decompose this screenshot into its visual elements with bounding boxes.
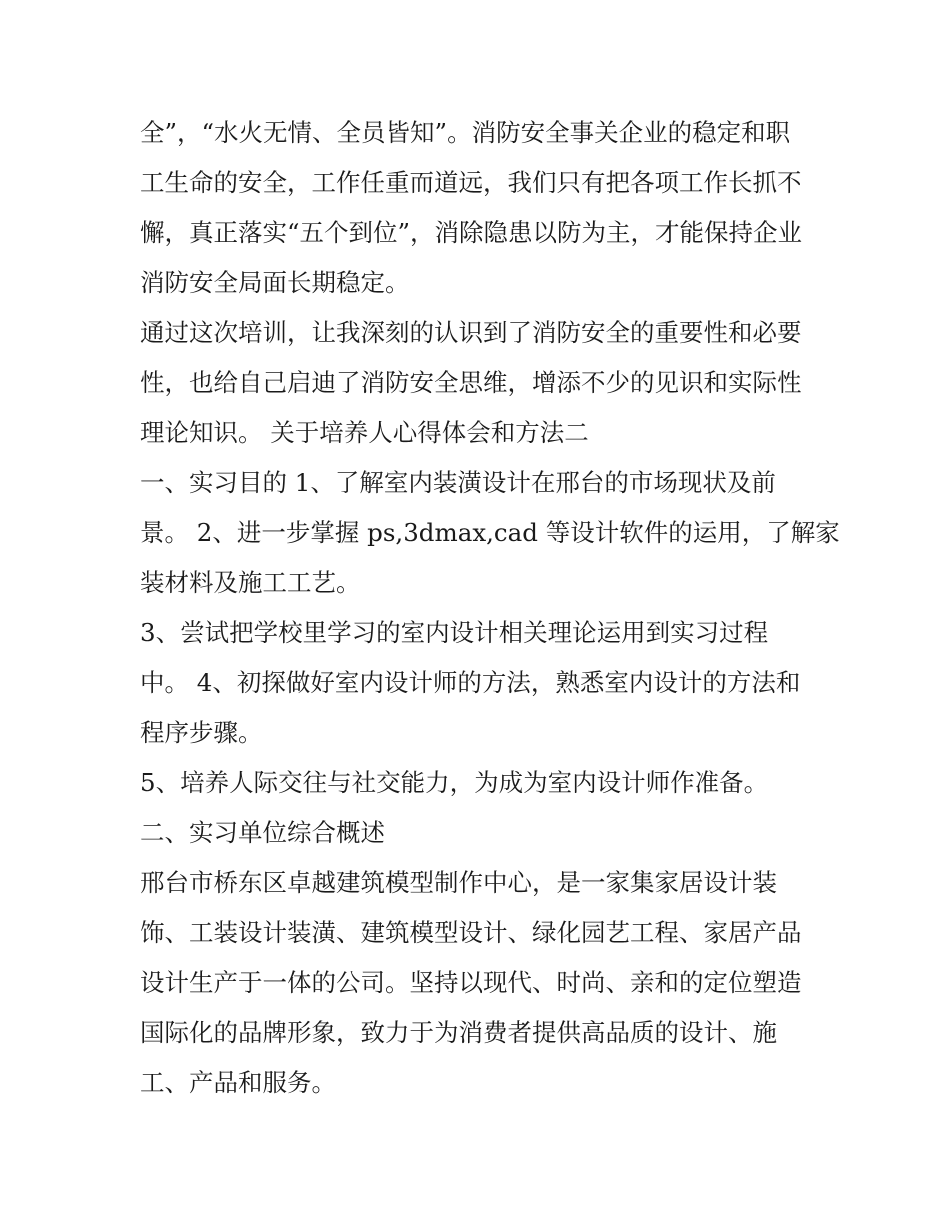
text-line: 一、实习目的 1、了解室内装潢设计在邢台的市场现状及前 bbox=[140, 468, 776, 497]
text-line: 装材料及施工工艺。 bbox=[140, 568, 361, 597]
text-line: 设计生产于一体的公司。坚持以现代、时尚、亲和的定位塑造 bbox=[140, 968, 802, 997]
text-line: 5、培养人际交往与社交能力，为成为室内设计师作准备。 bbox=[140, 768, 769, 797]
document-body bbox=[140, 108, 840, 1108]
text-line: 饰、工装设计装潢、建筑模型设计、绿化园艺工程、家居产品 bbox=[140, 918, 802, 947]
text-line: 通过这次培训，让我深刻的认识到了消防安全的重要性和必要 bbox=[140, 318, 802, 347]
text-line: 国际化的品牌形象，致力于为消费者提供高品质的设计、施 bbox=[140, 1018, 777, 1047]
text-line: 景。 2、进一步掌握 ps,3dmax,cad 等设计软件的运用，了解家 bbox=[140, 518, 840, 547]
text-line: 工、产品和服务。 bbox=[140, 1068, 336, 1097]
text-line: 程序步骤。 bbox=[140, 718, 263, 747]
text-line: 二、实习单位综合概述 bbox=[140, 818, 385, 847]
text-line: 中。 4、初探做好室内设计师的方法，熟悉室内设计的方法和 bbox=[140, 668, 801, 697]
text-line: 懈，真正落实“五个到位”，消除隐患以防为主，才能保持企业 bbox=[140, 218, 803, 247]
text-line: 邢台市桥东区卓越建筑模型制作中心，是一家集家居设计装 bbox=[140, 868, 777, 897]
text-line: 性，也给自己启迪了消防安全思维，增添不少的见识和实际性 bbox=[140, 368, 802, 397]
text-line: 全”，“水火无情、全员皆知”。消防安全事关企业的稳定和职 bbox=[140, 118, 791, 147]
text-line: 理论知识。 关于培养人心得体会和方法二 bbox=[140, 418, 589, 447]
text-line: 工生命的安全，工作任重而道远，我们只有把各项工作长抓不 bbox=[140, 168, 802, 197]
text-line: 3、尝试把学校里学习的室内设计相关理论运用到实习过程 bbox=[140, 618, 769, 647]
text-line: 消防安全局面长期稳定。 bbox=[140, 268, 410, 297]
